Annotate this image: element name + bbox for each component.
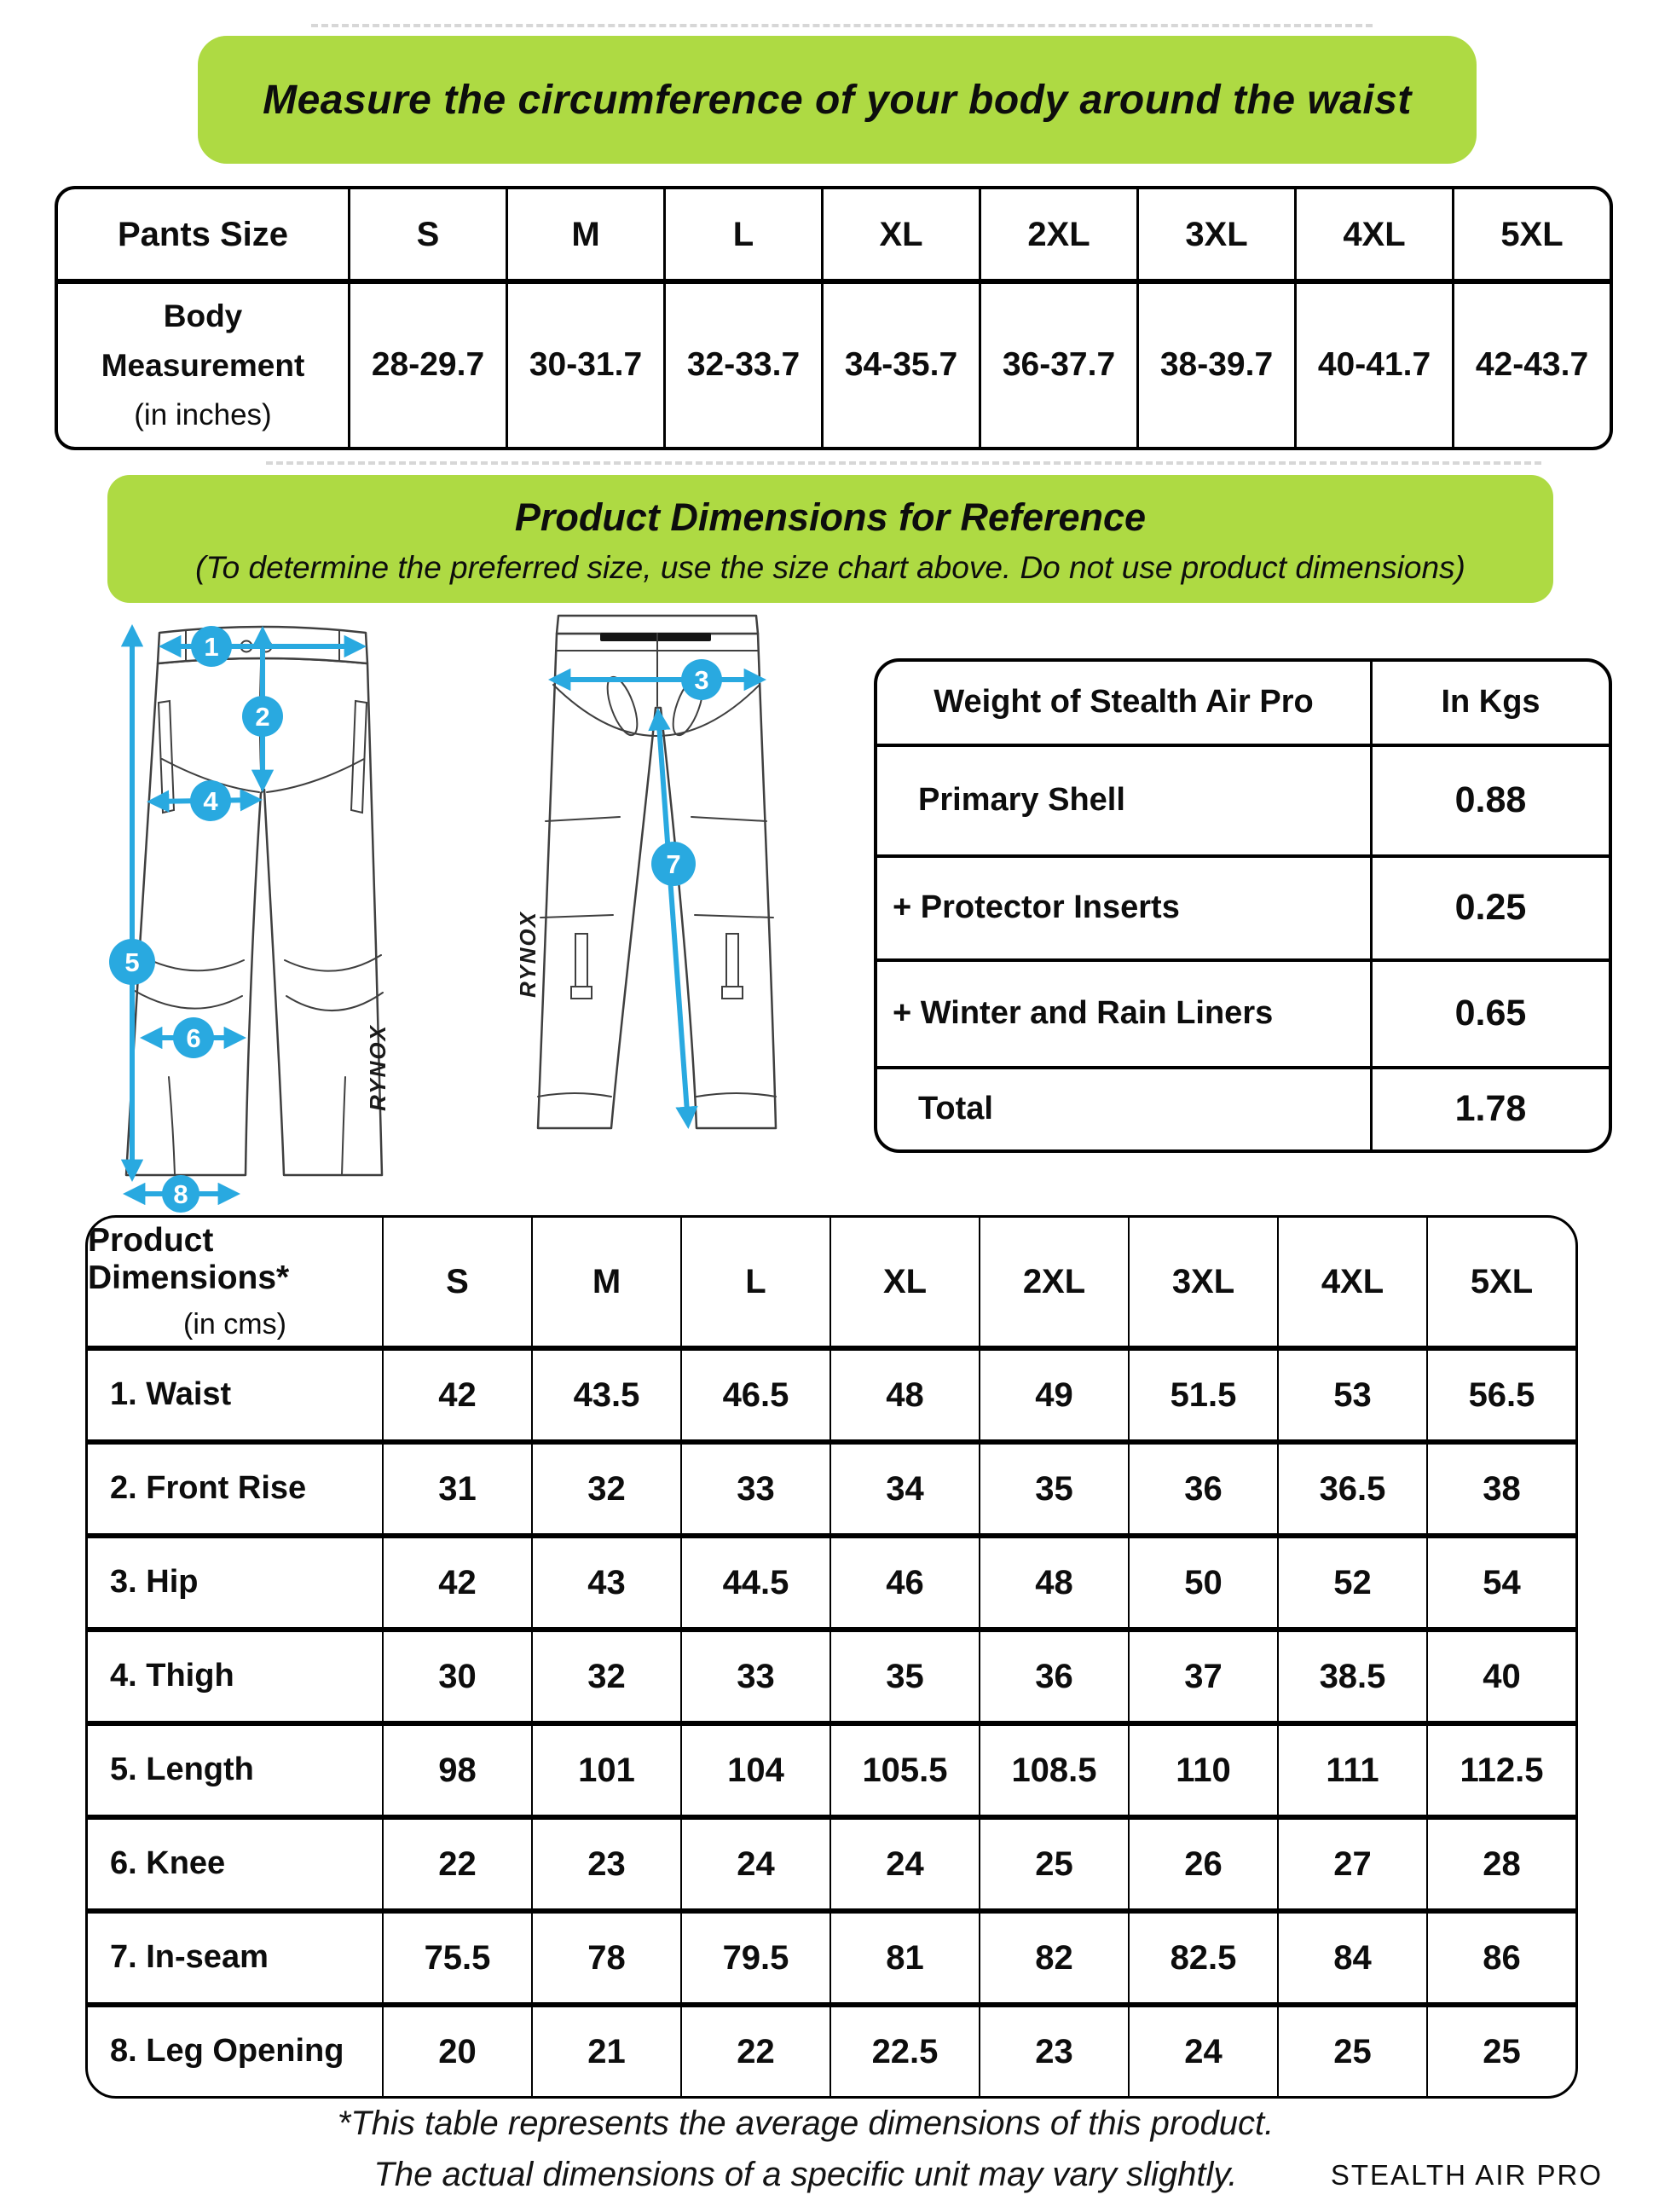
dim-value-cell: 86 <box>1426 1908 1575 2002</box>
dim-value-cell: 78 <box>531 1908 680 2002</box>
footnote-line2: The actual dimensions of a specific unit may vary slightly. <box>373 2156 1238 2193</box>
body-measurement-m: 30-31.7 <box>506 279 663 447</box>
dim-size-xl: XL <box>830 1218 979 1346</box>
dim-value-cell: 84 <box>1277 1908 1426 2002</box>
back-waistband <box>557 616 758 634</box>
svg-text:8: 8 <box>173 1179 188 1209</box>
body-measurement-line1: Body <box>163 298 243 333</box>
banner-product-dimensions-title: Product Dimensions for Reference <box>514 495 1147 539</box>
dim-value-cell: 48 <box>979 1533 1128 1627</box>
dashed-separator-middle <box>266 461 1541 465</box>
callout-2 <box>242 696 283 737</box>
weight-row-value-winter-rain-liners: 0.65 <box>1370 958 1609 1066</box>
dim-value-cell: 30 <box>382 1627 531 1721</box>
weight-table-unit: In Kgs <box>1370 662 1609 744</box>
dim-value-cell: 54 <box>1426 1533 1575 1627</box>
dim-size-l: L <box>680 1218 830 1346</box>
svg-text:4: 4 <box>203 786 218 816</box>
pants-measurement-diagram <box>85 612 818 1209</box>
dim-value-cell: 27 <box>1277 1815 1426 1908</box>
dim-value-cell: 28 <box>1426 1815 1575 1908</box>
body-measurement-line2: Measurement <box>101 348 305 384</box>
body-measurement-3xl: 38-39.7 <box>1136 279 1294 447</box>
dim-value-cell: 22.5 <box>830 2002 979 2096</box>
dim-size-m: M <box>531 1218 680 1346</box>
product-dimensions-table <box>85 1215 1578 2099</box>
dim-value-cell: 32 <box>531 1439 680 1533</box>
size-header-2xl: 2XL <box>979 189 1136 279</box>
dim-value-cell: 40 <box>1426 1627 1575 1721</box>
dim-value-cell: 25 <box>1277 2002 1426 2096</box>
dim-row-label-inseam: 7. In-seam <box>88 1908 382 2002</box>
callout-8 <box>162 1175 199 1213</box>
dashed-separator-top <box>311 24 1373 27</box>
weight-row-value-total: 1.78 <box>1370 1066 1609 1149</box>
body-measurement-label <box>58 279 348 447</box>
dim-value-cell: 34 <box>830 1439 979 1533</box>
dim-value-cell: 46 <box>830 1533 979 1627</box>
dim-value-cell: 52 <box>1277 1533 1426 1627</box>
banner-product-dimensions <box>107 475 1553 603</box>
dim-value-cell: 24 <box>680 1815 830 1908</box>
dim-value-cell: 98 <box>382 1721 531 1815</box>
dim-value-cell: 81 <box>830 1908 979 2002</box>
dim-value-cell: 36.5 <box>1277 1439 1426 1533</box>
size-header-5xl: 5XL <box>1452 189 1610 279</box>
dim-value-cell: 82.5 <box>1128 1908 1277 2002</box>
size-header-xl: XL <box>821 189 979 279</box>
dim-table-header-unit: (in cms) <box>183 1308 286 1341</box>
weight-row-value-primary-shell: 0.88 <box>1370 744 1609 854</box>
dim-row-label-hip: 3. Hip <box>88 1533 382 1627</box>
weight-row-label-primary-shell: Primary Shell <box>877 744 1370 854</box>
callout-1 <box>191 626 232 667</box>
dim-size-4xl: 4XL <box>1277 1218 1426 1346</box>
dim-value-cell: 42 <box>382 1533 531 1627</box>
size-header-4xl: 4XL <box>1294 189 1452 279</box>
dim-value-cell: 42 <box>382 1346 531 1439</box>
weight-table <box>874 658 1612 1153</box>
weight-row-label-total: Total <box>877 1066 1370 1149</box>
dim-value-cell: 33 <box>680 1439 830 1533</box>
dim-table-header-label <box>88 1218 382 1346</box>
callout-5 <box>109 939 155 985</box>
weight-row-value-protector-inserts: 0.25 <box>1370 854 1609 958</box>
dim-value-cell: 50 <box>1128 1533 1277 1627</box>
dim-row-label-thigh: 4. Thigh <box>88 1627 382 1721</box>
callout-6 <box>173 1017 214 1058</box>
dim-value-cell: 24 <box>830 1815 979 1908</box>
dim-value-cell: 101 <box>531 1721 680 1815</box>
dim-value-cell: 23 <box>531 1815 680 1908</box>
dim-value-cell: 111 <box>1277 1721 1426 1815</box>
dim-row-label-waist: 1. Waist <box>88 1346 382 1439</box>
size-header-m: M <box>506 189 663 279</box>
svg-text:2: 2 <box>255 702 270 732</box>
rynox-logo-front: RYNOX <box>365 1024 390 1111</box>
body-measurement-5xl: 42-43.7 <box>1452 279 1610 447</box>
weight-table-title: Weight of Stealth Air Pro <box>934 684 1314 721</box>
dim-value-cell: 25 <box>979 1815 1128 1908</box>
dim-value-cell: 37 <box>1128 1627 1277 1721</box>
size-chart-table <box>55 186 1613 450</box>
dim-row-label-knee: 6. Knee <box>88 1815 382 1908</box>
belt-strap <box>600 633 711 641</box>
body-measurement-2xl: 36-37.7 <box>979 279 1136 447</box>
banner-measure-waist <box>198 36 1477 164</box>
dim-value-cell: 21 <box>531 2002 680 2096</box>
callout-7 <box>651 842 696 886</box>
dim-value-cell: 112.5 <box>1426 1721 1575 1815</box>
dim-value-cell: 53 <box>1277 1346 1426 1439</box>
dim-value-cell: 56.5 <box>1426 1346 1575 1439</box>
dim-value-cell: 25 <box>1426 2002 1575 2096</box>
dim-value-cell: 43 <box>531 1533 680 1627</box>
dim-value-cell: 104 <box>680 1721 830 1815</box>
dim-table-header-title: Product Dimensions* <box>88 1221 290 1297</box>
dim-value-cell: 36 <box>979 1627 1128 1721</box>
dim-value-cell: 79.5 <box>680 1908 830 2002</box>
banner-product-dimensions-subtitle: (To determine the preferred size, use the size chart above. Do not use product dimensions) <box>195 550 1465 585</box>
weight-row-label-winter-rain-liners: + Winter and Rain Liners <box>877 958 1370 1066</box>
dim-value-cell: 48 <box>830 1346 979 1439</box>
dim-value-cell: 44.5 <box>680 1533 830 1627</box>
dim-size-s: S <box>382 1218 531 1346</box>
dim-value-cell: 75.5 <box>382 1908 531 2002</box>
body-measurement-unit: (in inches) <box>134 397 272 431</box>
dim-value-cell: 31 <box>382 1439 531 1533</box>
size-header-3xl: 3XL <box>1136 189 1294 279</box>
dim-value-cell: 108.5 <box>979 1721 1128 1815</box>
banner-measure-text: Measure the circumference of your body around the waist <box>263 77 1412 123</box>
dim-value-cell: 43.5 <box>531 1346 680 1439</box>
dim-value-cell: 23 <box>979 2002 1128 2096</box>
weight-row-label-protector-inserts: + Protector Inserts <box>877 854 1370 958</box>
dim-size-3xl: 3XL <box>1128 1218 1277 1346</box>
dim-value-cell: 82 <box>979 1908 1128 2002</box>
body-measurement-xl: 34-35.7 <box>821 279 979 447</box>
size-chart-header-label: Pants Size <box>117 215 289 253</box>
back-pants-drawing <box>515 616 776 1128</box>
size-header-s: S <box>348 189 506 279</box>
dim-value-cell: 33 <box>680 1627 830 1721</box>
dim-value-cell: 110 <box>1128 1721 1277 1815</box>
dim-value-cell: 26 <box>1128 1815 1277 1908</box>
dim-value-cell: 38.5 <box>1277 1627 1426 1721</box>
svg-text:6: 6 <box>186 1023 201 1053</box>
dim-row-label-leg-opening: 8. Leg Opening <box>88 2002 382 2096</box>
dim-value-cell: 22 <box>680 2002 830 2096</box>
dim-row-label-length: 5. Length <box>88 1721 382 1815</box>
body-measurement-l: 32-33.7 <box>663 279 821 447</box>
rynox-logo-back: RYNOX <box>515 911 540 998</box>
svg-text:5: 5 <box>124 947 140 977</box>
svg-text:3: 3 <box>694 665 709 695</box>
dim-value-cell: 20 <box>382 2002 531 2096</box>
dim-size-5xl: 5XL <box>1426 1218 1575 1346</box>
dim-value-cell: 24 <box>1128 2002 1277 2096</box>
callout-4 <box>190 780 231 821</box>
dim-value-cell: 38 <box>1426 1439 1575 1533</box>
dim-value-cell: 35 <box>830 1627 979 1721</box>
body-measurement-4xl: 40-41.7 <box>1294 279 1452 447</box>
product-name: STEALTH AIR PRO <box>1330 2159 1603 2191</box>
dim-value-cell: 46.5 <box>680 1346 830 1439</box>
body-measurement-s: 28-29.7 <box>348 279 506 447</box>
dim-value-cell: 36 <box>1128 1439 1277 1533</box>
callout-3 <box>681 659 722 700</box>
svg-text:7: 7 <box>666 849 681 879</box>
dim-value-cell: 35 <box>979 1439 1128 1533</box>
dim-value-cell: 51.5 <box>1128 1346 1277 1439</box>
dim-value-cell: 22 <box>382 1815 531 1908</box>
footnote-line1: *This table represents the average dimensions of this product. <box>337 2105 1275 2142</box>
size-header-l: L <box>663 189 821 279</box>
svg-text:1: 1 <box>204 632 219 662</box>
dim-value-cell: 105.5 <box>830 1721 979 1815</box>
dim-size-2xl: 2XL <box>979 1218 1128 1346</box>
dim-value-cell: 49 <box>979 1346 1128 1439</box>
dim-value-cell: 32 <box>531 1627 680 1721</box>
dim-row-label-front-rise: 2. Front Rise <box>88 1439 382 1533</box>
